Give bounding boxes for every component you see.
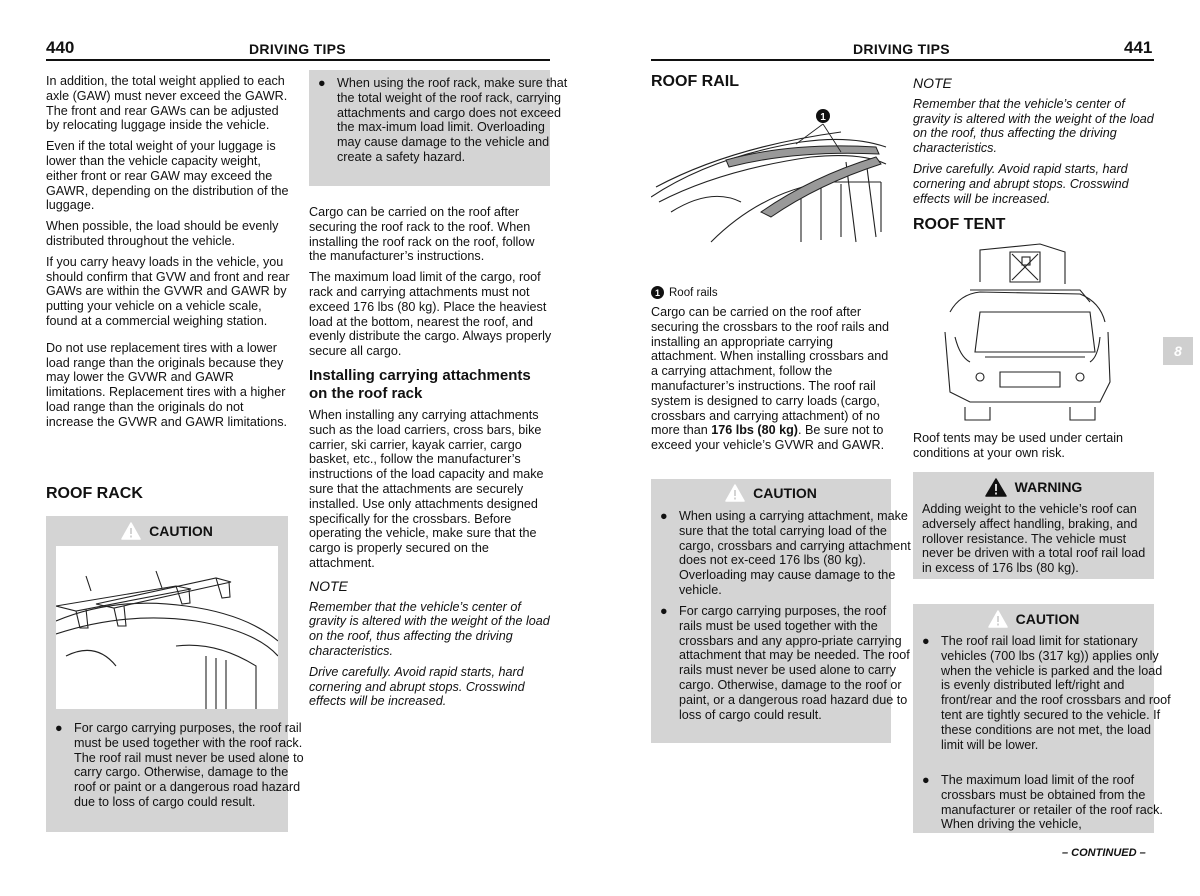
warning-label: WARNING (1014, 478, 1083, 495)
paragraph: Even if the total weight of your luggage is lower than the vehicle capacity weight, either front or rear GAW may exceed the GAWR, depending on the distribution of the luggage. (46, 139, 289, 213)
installing-heading: Installing carrying attachments on the roof rack (309, 366, 531, 402)
caution-bullet-text: For cargo carrying purposes, the roof rail must be used together with the roof rack. The roof rail must never be used alone to carry cargo. Otherwise, damage to the roof or paint or a dangerous road hazard due to loss of cargo could result. (74, 721, 304, 809)
roof-tent-warning-box (913, 472, 1154, 579)
paragraph: Do not use replacement tires with a lower load range than the originals because they may lower the GVWR and GAWR limitations. Replacement tires with a higher load range than the originals do not increase the GVWR and GAWR limitations. (46, 340, 287, 429)
running-header-right: DRIVING TIPS (853, 41, 950, 57)
warning-header (913, 477, 1154, 497)
paragraph: Cargo can be carried on the roof after securing the roof rack to the roof. When installing the roof rack on the roof, follow the manufacturer’s instructions. (309, 205, 535, 264)
roof-rail-caution-box (651, 479, 911, 743)
continued-label: – CONTINUED – (1062, 847, 1146, 859)
callout-badge: 1 (651, 286, 664, 299)
warning-triangle-icon (725, 484, 745, 502)
paragraph: When possible, the load should be evenly distributed throughout the vehicle. (46, 219, 279, 248)
paragraph: Cargo can be carried on the roof after securing the crossbars to the roof rails and installing an appropriate carrying attachment. When installing crossbars and a carrying attachment, follow the manufacturer’s instructions. The roof rail system is designed to carry loads (cargo, crossbars and carrying attachment) of no more than 176 lbs (80 kg). Be sure not to exceed your vehicle’s GVWR and GAWR. (651, 305, 890, 453)
caution-bullet-text: For cargo carrying purposes, the roof rails must be used together with the crossbars and any appro-priate carrying attachment that may be needed. The roof rails must never be used alone to carry cargo. Otherwise, damage to the roof or paint, or a dangerous road hazard due to loss of cargo could result. (679, 604, 910, 722)
note-line: Remember that the vehicle’s center of gravity is altered with the weight of the load on the roof, thus affecting the driving characteristics. (309, 599, 550, 658)
roof-rail-heading: ROOF RAIL (651, 73, 739, 90)
caution-label: CAUTION (149, 522, 213, 539)
page-number-left: 440 (46, 38, 75, 57)
caution-bullet: ● The maximum load limit of the roof crossbars must be obtained from the manufacturer or retailer of the roof rack. When driving the vehicle, (922, 773, 1163, 832)
caution-label: CAUTION (1015, 610, 1080, 627)
caution-label: CAUTION (753, 484, 817, 501)
roof-rail-illustration (651, 102, 891, 277)
figure-caption (654, 286, 718, 299)
roof-tent-heading: ROOF TENT (913, 216, 1006, 233)
left-column-1 (46, 74, 290, 436)
running-header-left: DRIVING TIPS (249, 41, 346, 57)
page-number-right: 441 (1124, 38, 1153, 57)
paragraph: If you carry heavy loads in the vehicle, you should confirm that GVW and front and rear GAWs are within the GVWR and GAWR by putting your vehicle on a vehicle scale, found at a commercial weighing station. (46, 254, 290, 328)
roof-tent-illustration (940, 242, 1120, 422)
paragraph: Roof tents may be used under certain conditions at your own risk. (913, 431, 1124, 460)
warning-triangle-icon (985, 478, 1007, 497)
roof-rack-caution-box (46, 516, 304, 832)
paragraph: When installing any carrying attachments such as the load carriers, cross bars, bike carrier, ski carrier, kayak carrier, cargo basket, etc., follow the manufacturer’s instructions of the load capacity and make sure that the attachments are securely installed. Use only attachments designed specifically for the crossbars. Before operating the vehicle, make sure that the cargo is properly secured on the attachment. (309, 407, 544, 570)
left-column-2 (309, 205, 552, 715)
warning-text: Adding weight to the vehicle’s roof can adversely affect handling, braking, and rollover resistance. The vehicle must never be driven with a total roof rail load in excess of 176 lbs (80 kg). (922, 502, 1146, 576)
header-rule-left (46, 59, 550, 61)
caution-bullet-text: The roof rail load limit for stationary vehicles (700 lbs (317 kg)) applies only when the vehicle is parked and the load is evenly distributed left/right and front/rear and the roof crossbars and roof tent are tightly secured to the vehicle. If these conditions are not met, the load limit will be lower. (941, 634, 1171, 752)
section-tab: 8 (1163, 337, 1193, 365)
caution-header (913, 609, 1154, 629)
roof-tent-drawing (940, 242, 1120, 422)
paragraph: In addition, the total weight applied to each axle (GAW) must never exceed the GAWR. The front and rear GAWs can be adjusted by relocating luggage inside the vehicle. (46, 74, 288, 133)
caution-bullet: ● The roof rail load limit for stationary vehicles (700 lbs (317 kg)) applies only when the vehicle is parked and the load is evenly distributed left/right and front/rear and the roof crossbars and roof tent are tightly secured to the vehicle. If these conditions are not met, the load limit will be lower. (922, 634, 1171, 752)
caution-bullet: ● When using the roof rack, make sure that the total weight of the roof rack, carrying attachments and cargo does not exceed the max-imum load limit. Overloading may cause damage to the vehicle and create a safety hazard. (318, 76, 568, 164)
caution-header (651, 483, 891, 503)
paragraph: The maximum load limit of the cargo, roof rack and carrying attachments must not exceed 176 lbs (80 kg). Place the heaviest load at the bottom, nearest the roof, and evenly distribute the cargo. Always properly secure all cargo. (309, 270, 552, 359)
warning-triangle-icon (988, 610, 1008, 628)
roof-rail-drawing (651, 102, 891, 277)
caution-bullet: ● When using a carrying attachment, make sure that the total carrying load of the cargo, crossbars and carrying attachment does not ex-ceed 176 lbs (80 kg). Overloading may cause damage to the vehicle. (660, 509, 911, 597)
caution-bullet-text: When using a carrying attachment, make sure that the total carrying load of the cargo, crossbars and carrying attachment does not ex-ceed 176 lbs (80 kg). Overloading may cause damage to the vehicle. (679, 509, 911, 597)
roof-rack-load-caution-box (309, 70, 568, 186)
roof-tent-body (913, 431, 1155, 467)
caution-bullet-text: The maximum load limit of the roof crossbars must be obtained from the manufacturer or retailer of the roof rack. When driving the vehicle, (941, 773, 1163, 832)
caution-header (46, 521, 288, 541)
roof-rack-illustration (56, 546, 278, 709)
roof-rack-drawing (56, 546, 278, 709)
roof-rack-heading: ROOF RACK (46, 485, 143, 502)
roof-tent-caution-box (913, 604, 1171, 833)
caution-bullet: ● For cargo carrying purposes, the roof rails must be used together with the crossbars and any appro-priate carrying attachment that may be needed. The roof rails must never be used alone to carry cargo. Otherwise, damage to the roof or paint, or a dangerous road hazard due to loss of cargo could result. (660, 604, 910, 722)
callout-number: 1 (820, 112, 826, 123)
figure-caption-text: Roof rails (669, 286, 718, 299)
note-line: Remember that the vehicle’s center of gravity is altered with the weight of the load on the roof, thus affecting the driving characteristics. (913, 96, 1154, 156)
warning-triangle-icon (121, 522, 141, 540)
header-rule-right (651, 59, 1154, 61)
roof-rail-body (651, 305, 894, 459)
caution-bullet-text: When using the roof rack, make sure that the total weight of the roof rack, carrying attachments and cargo does not exceed the max-imum load limit. Overloading may cause damage to the vehicle and create a safety hazard. (337, 76, 568, 164)
note-title: NOTE (913, 75, 952, 91)
load-limit-bold: 176 lbs (80 kg) (711, 423, 799, 438)
note-title: NOTE (309, 577, 348, 594)
caution-bullet: ● For cargo carrying purposes, the roof rail must be used together with the roof rack. The roof rail must never be used alone to carry cargo. Otherwise, damage to the roof or paint or a dangerous road hazard due to loss of cargo could result. (55, 721, 304, 809)
note-line: Drive carefully. Avoid rapid starts, hard cornering and abrupt stops. Crosswind effects will be increased. (309, 664, 525, 709)
note-block-right (913, 76, 1155, 212)
note-line: Drive carefully. Avoid rapid starts, hard cornering and abrupt stops. Crosswind effects will be increased. (913, 161, 1129, 206)
